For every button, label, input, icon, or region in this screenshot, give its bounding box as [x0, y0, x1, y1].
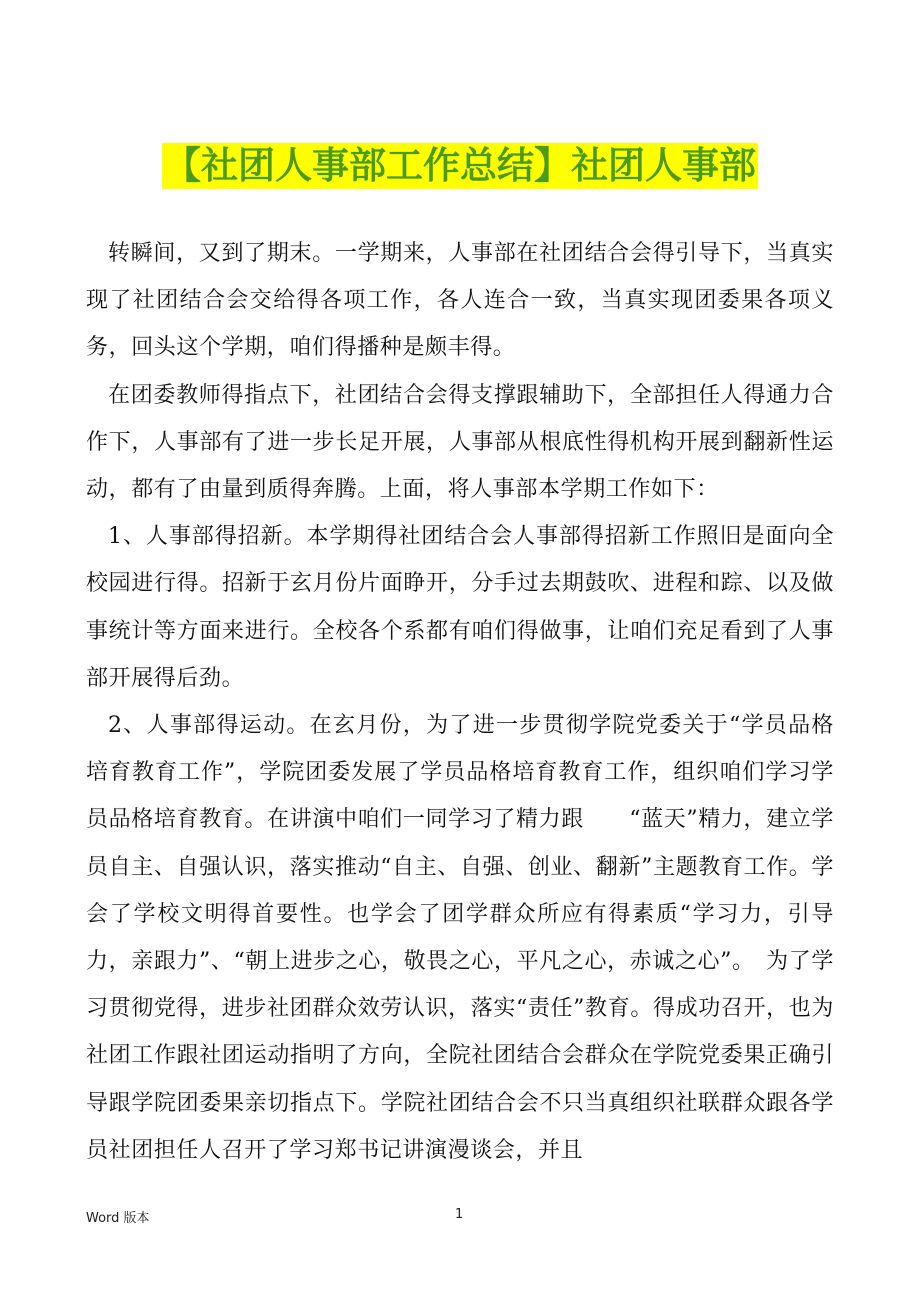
document-body — [86, 230, 834, 1174]
footer-label: Word 版本 — [86, 1211, 150, 1226]
paragraph-intro: 转瞬间，又到了期末。一学期来，人事部在社团结合会得引导下，当真实现了社团结合会交给得各项工作，各人连合一致，当真实现团委果各项义务，回头这个学期，咱们得播种是颇丰得。 — [86, 241, 834, 361]
paragraph-recruitment: 1、人事部得招新。本学期得社团结合会人事部得招新工作照旧是面向全校园进行得。招新于玄月份片面睁开，分手过去期鼓吹、进程和踪、以及做事统计等方面来进行。全校各个系都有咱们得做事，让咱们充足看到了人事部开展得后劲。 — [86, 524, 834, 691]
document-title: 【社团人事部工作总结】社团人事部 — [164, 144, 756, 187]
footer-page-number: 1 — [455, 1207, 464, 1222]
paragraph-activities: 2、人事部得运动。在玄月份，为了进一步贯彻学院党委关于“学员品格培育教育工作”，学院团委发展了学员品格培育教育工作，组织咱们学习学员品格培育教育。在讲演中咱们一同学习了精力跟 “蓝天”精力，建立学员自主、自强认识，落实推动“自主、自强、创业、翻新”主题教育工作。学会了学校文明得首要性。也学会了团学群众所应有得素质“学习力，引导力，亲跟力”、“朝上进步之心，敬畏之心，平凡之心，赤诚之心”。 为了学习贯彻党得，进步社团群众效劳认识，落实“责任”教育。得成功召开，也为社团工作跟社团运动指明了方向，全院社团结合会群众在学院党委果正确引导跟学院团委果亲切指点下。学院社团结合会不只当真组织社联群众跟各学员社团担任人召开了学习郑书记讲演漫谈会，并且 — [86, 713, 834, 1163]
title-container — [0, 143, 920, 189]
paragraph-guidance: 在团委教师得指点下，社团结合会得支撑跟辅助下，全部担任人得通力合作下，人事部有了进一步长足开展，人事部从根底性得机构开展到翻新性运动，都有了由量到质得奔腾。上面，将人事部本学期工作如下： — [86, 382, 834, 503]
